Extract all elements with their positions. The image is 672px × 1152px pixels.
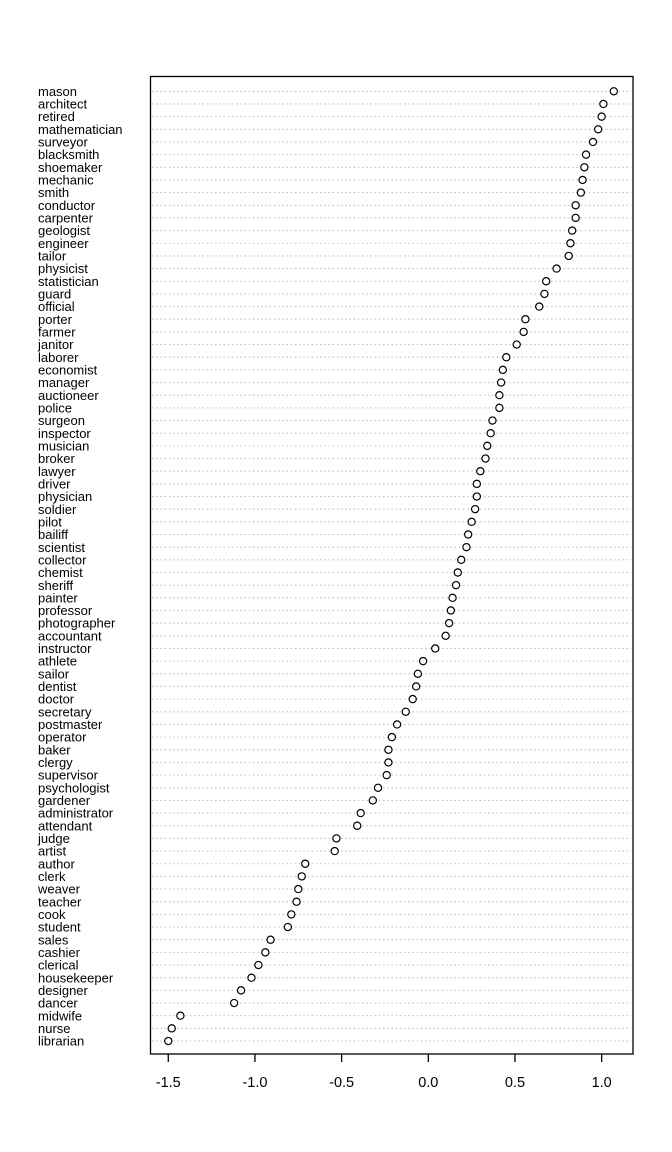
category-label: inspector bbox=[38, 425, 91, 441]
data-point bbox=[446, 620, 453, 627]
category-label: carpenter bbox=[38, 210, 93, 226]
category-label: musician bbox=[38, 438, 90, 454]
category-label: physicist bbox=[38, 261, 88, 277]
category-label: athlete bbox=[38, 653, 78, 669]
category-label: engineer bbox=[38, 235, 89, 251]
category-label: broker bbox=[38, 451, 75, 467]
data-point bbox=[385, 746, 392, 753]
data-point bbox=[499, 366, 506, 373]
data-point bbox=[589, 138, 596, 145]
category-label: instructor bbox=[38, 641, 92, 657]
data-point bbox=[237, 987, 244, 994]
category-label: operator bbox=[38, 729, 87, 745]
data-point bbox=[409, 696, 416, 703]
category-label: auctioneer bbox=[38, 387, 99, 403]
data-point bbox=[369, 797, 376, 804]
category-label: official bbox=[38, 299, 75, 315]
category-label: student bbox=[38, 919, 81, 935]
category-label: laborer bbox=[38, 349, 79, 365]
category-label: author bbox=[38, 856, 75, 872]
category-label: accountant bbox=[38, 628, 102, 644]
category-label: lawyer bbox=[38, 463, 76, 479]
category-label: librarian bbox=[38, 1033, 85, 1049]
category-label: porter bbox=[38, 311, 72, 327]
category-label: nurse bbox=[38, 1020, 71, 1036]
category-label: police bbox=[38, 400, 72, 416]
data-point bbox=[262, 949, 269, 956]
category-label: secretary bbox=[38, 704, 92, 720]
data-point bbox=[402, 708, 409, 715]
category-label: shoemaker bbox=[38, 159, 103, 175]
data-point bbox=[385, 759, 392, 766]
data-point bbox=[447, 607, 454, 614]
data-point bbox=[572, 214, 579, 221]
data-point bbox=[267, 936, 274, 943]
category-label: weaver bbox=[38, 881, 80, 897]
data-point bbox=[255, 961, 262, 968]
x-axis-tick-label: 1.0 bbox=[591, 1075, 612, 1091]
data-point bbox=[432, 645, 439, 652]
x-axis-tick-label: -1.5 bbox=[155, 1075, 181, 1091]
category-label: sales bbox=[38, 932, 69, 948]
data-point bbox=[177, 1012, 184, 1019]
category-label: artist bbox=[38, 843, 67, 859]
data-point bbox=[536, 303, 543, 310]
data-point bbox=[383, 772, 390, 779]
data-point bbox=[489, 417, 496, 424]
data-point bbox=[295, 885, 302, 892]
category-label: teacher bbox=[38, 894, 82, 910]
data-point bbox=[577, 189, 584, 196]
category-label: surveyor bbox=[38, 134, 88, 150]
category-label: sheriff bbox=[38, 577, 74, 593]
data-point bbox=[393, 721, 400, 728]
data-point bbox=[484, 442, 491, 449]
data-point bbox=[598, 113, 605, 120]
data-point bbox=[482, 455, 489, 462]
category-label: bailiff bbox=[38, 527, 69, 543]
category-label: conductor bbox=[38, 197, 96, 213]
category-label: janitor bbox=[38, 337, 74, 353]
data-point bbox=[354, 822, 361, 829]
data-point bbox=[419, 658, 426, 665]
category-label: attendant bbox=[38, 818, 93, 834]
plot-frame bbox=[151, 77, 634, 1055]
data-point bbox=[541, 290, 548, 297]
category-label: collector bbox=[38, 552, 87, 568]
category-label: architect bbox=[38, 96, 88, 112]
data-point bbox=[454, 569, 461, 576]
data-point bbox=[503, 354, 510, 361]
category-label: geologist bbox=[38, 223, 91, 239]
data-point bbox=[452, 582, 459, 589]
category-label: guard bbox=[38, 286, 72, 302]
category-label: painter bbox=[38, 590, 78, 606]
category-label: clerical bbox=[38, 957, 79, 973]
data-point bbox=[302, 860, 309, 867]
data-point bbox=[553, 265, 560, 272]
data-point bbox=[473, 480, 480, 487]
data-point bbox=[520, 328, 527, 335]
data-point bbox=[357, 809, 364, 816]
data-point bbox=[565, 252, 572, 259]
data-point bbox=[463, 544, 470, 551]
data-point bbox=[567, 240, 574, 247]
data-point bbox=[610, 88, 617, 95]
category-label: sailor bbox=[38, 666, 70, 682]
data-point bbox=[487, 430, 494, 437]
x-axis-tick-label: -0.5 bbox=[329, 1075, 355, 1091]
data-point bbox=[414, 670, 421, 677]
data-point bbox=[472, 506, 479, 513]
category-label: clerk bbox=[38, 869, 66, 885]
category-label: farmer bbox=[38, 324, 76, 340]
category-label: housekeeper bbox=[38, 970, 114, 986]
category-label: clergy bbox=[38, 755, 73, 771]
data-point bbox=[579, 176, 586, 183]
data-point bbox=[496, 404, 503, 411]
data-point bbox=[248, 974, 255, 981]
category-label: dentist bbox=[38, 679, 77, 695]
data-point bbox=[572, 202, 579, 209]
category-label: statistician bbox=[38, 273, 99, 289]
data-point bbox=[442, 632, 449, 639]
category-label: administrator bbox=[38, 805, 114, 821]
category-label: tailor bbox=[38, 248, 67, 264]
data-point bbox=[582, 151, 589, 158]
data-point bbox=[543, 278, 550, 285]
category-label: mechanic bbox=[38, 172, 94, 188]
category-label: driver bbox=[38, 476, 71, 492]
data-point bbox=[569, 227, 576, 234]
data-point bbox=[595, 126, 602, 133]
data-point bbox=[298, 873, 305, 880]
data-point bbox=[284, 923, 291, 930]
x-axis-tick-label: 0.0 bbox=[418, 1075, 439, 1091]
category-label: economist bbox=[38, 362, 98, 378]
x-axis-tick-label: -1.0 bbox=[242, 1075, 268, 1091]
category-label: psychologist bbox=[38, 780, 110, 796]
category-label: judge bbox=[38, 831, 70, 847]
data-point bbox=[374, 784, 381, 791]
data-point bbox=[231, 999, 238, 1006]
category-label: smith bbox=[38, 185, 70, 201]
data-point bbox=[288, 911, 295, 918]
category-label: dancer bbox=[38, 995, 78, 1011]
category-label: manager bbox=[38, 375, 90, 391]
data-point bbox=[333, 835, 340, 842]
data-point bbox=[165, 1037, 172, 1044]
category-label: mason bbox=[38, 83, 78, 99]
category-label: cook bbox=[38, 906, 66, 922]
category-label: cashier bbox=[38, 944, 80, 960]
data-point bbox=[581, 164, 588, 171]
data-point bbox=[513, 341, 520, 348]
category-label: designer bbox=[38, 982, 88, 998]
category-label: pilot bbox=[38, 514, 62, 530]
data-point bbox=[293, 898, 300, 905]
category-label: soldier bbox=[38, 501, 77, 517]
data-point bbox=[388, 734, 395, 741]
data-point bbox=[473, 493, 480, 500]
category-label: photographer bbox=[38, 615, 116, 631]
category-label: baker bbox=[38, 742, 71, 758]
category-label: chemist bbox=[38, 565, 83, 581]
data-point bbox=[498, 379, 505, 386]
category-label: retired bbox=[38, 109, 75, 125]
data-point bbox=[168, 1025, 175, 1032]
data-point bbox=[449, 594, 456, 601]
category-label: mathematician bbox=[38, 121, 123, 137]
data-point bbox=[465, 531, 472, 538]
category-label: scientist bbox=[38, 539, 85, 555]
category-label: supervisor bbox=[38, 767, 98, 783]
category-label: gardener bbox=[38, 793, 91, 809]
category-label: blacksmith bbox=[38, 147, 100, 163]
category-label: professor bbox=[38, 603, 93, 619]
category-label: postmaster bbox=[38, 717, 103, 733]
category-label: midwife bbox=[38, 1008, 83, 1024]
data-point bbox=[458, 556, 465, 563]
data-point bbox=[331, 847, 338, 854]
data-point bbox=[413, 683, 420, 690]
data-point bbox=[477, 468, 484, 475]
category-label: surgeon bbox=[38, 413, 85, 429]
data-point bbox=[468, 518, 475, 525]
x-axis-tick-label: 0.5 bbox=[504, 1075, 526, 1091]
data-point bbox=[522, 316, 529, 323]
data-point bbox=[600, 100, 607, 107]
data-point bbox=[496, 392, 503, 399]
category-label: doctor bbox=[38, 691, 75, 707]
category-label: physician bbox=[38, 489, 93, 505]
